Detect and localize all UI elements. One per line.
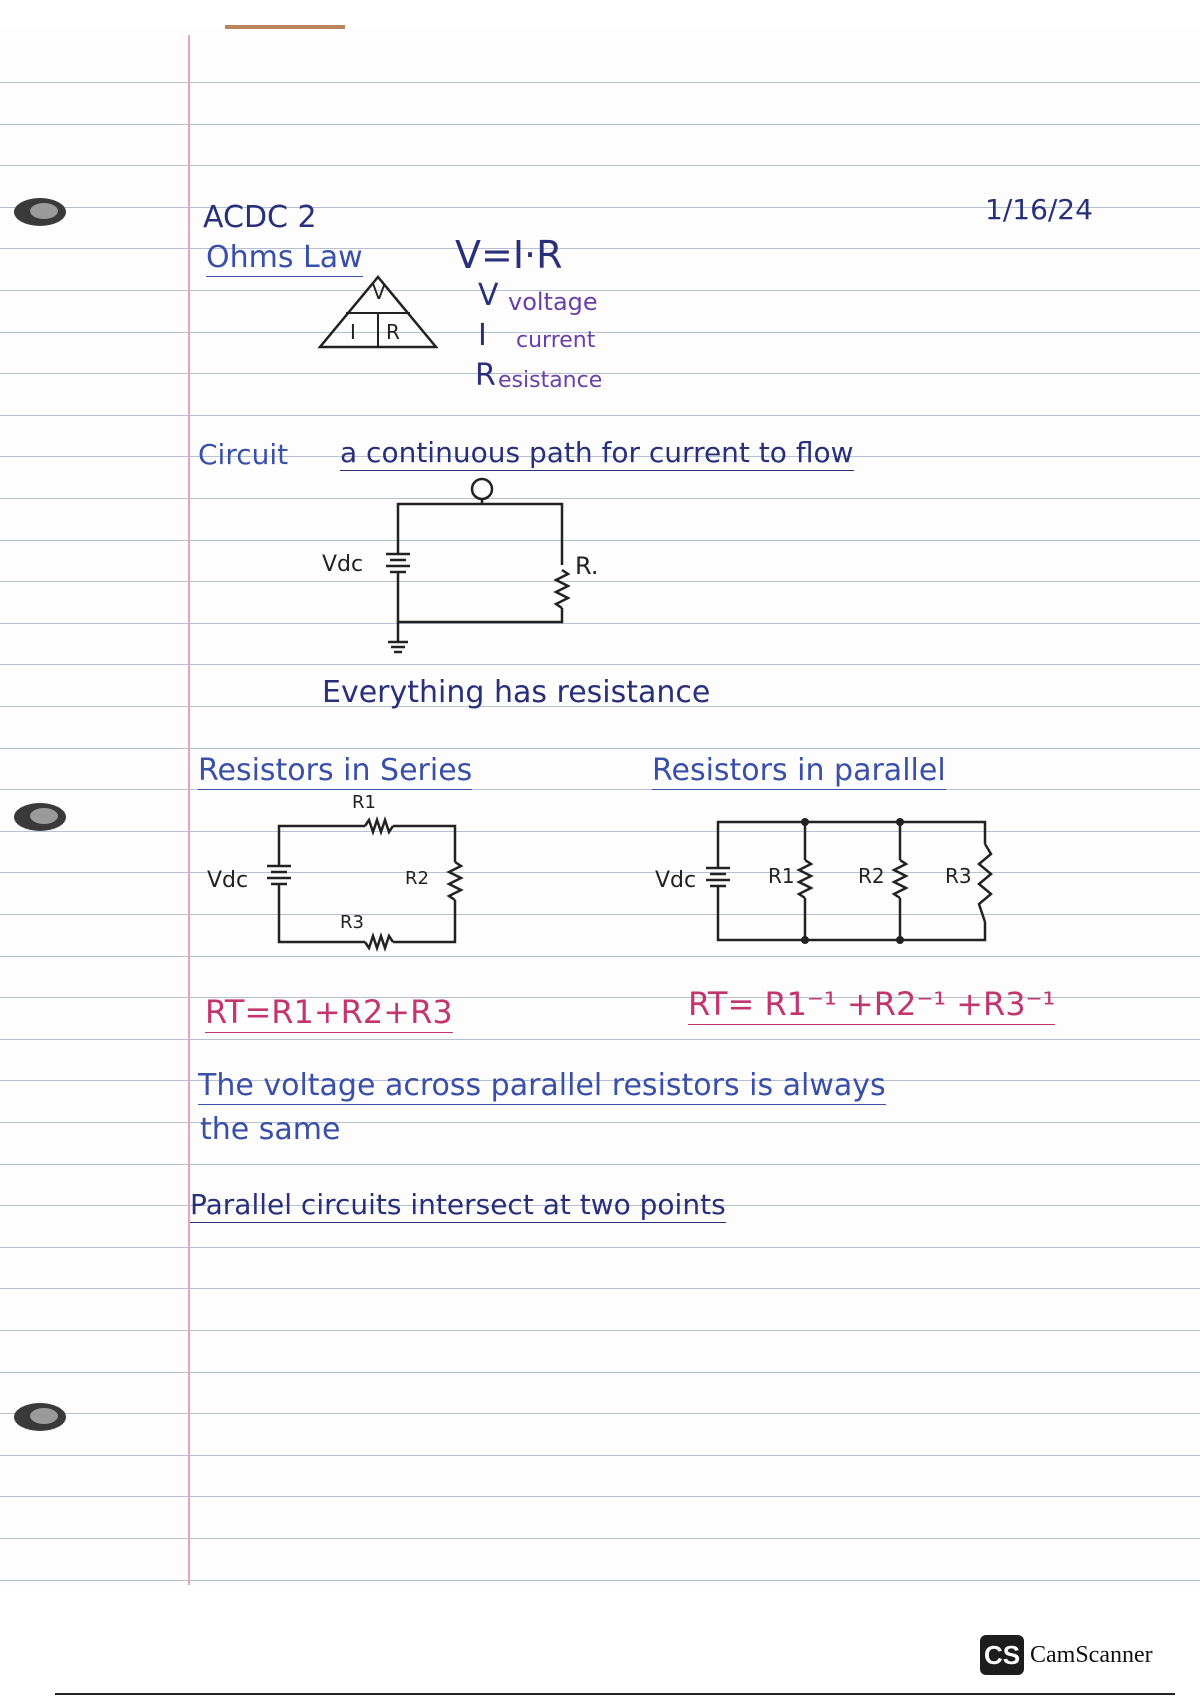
ruled-line bbox=[0, 1496, 1200, 1497]
ruled-line bbox=[0, 789, 1200, 790]
ruled-line bbox=[0, 1039, 1200, 1040]
ruled-line bbox=[0, 290, 1200, 291]
page-date: 1/16/24 bbox=[985, 193, 1093, 226]
ruled-line bbox=[0, 1455, 1200, 1456]
series-formula: RT=R1+R2+R3 bbox=[205, 993, 453, 1031]
series-circuit-diagram bbox=[255, 790, 485, 950]
series-source-label: Vdc bbox=[207, 868, 249, 893]
ruled-line bbox=[0, 1288, 1200, 1289]
series-r2-label: R2 bbox=[405, 868, 429, 889]
circuit-term: Circuit bbox=[198, 438, 289, 471]
ruled-line bbox=[0, 1413, 1200, 1414]
camscanner-watermark bbox=[980, 1635, 1153, 1675]
triangle-v: V bbox=[372, 280, 386, 304]
ruled-line bbox=[0, 1372, 1200, 1373]
ruled-line bbox=[0, 332, 1200, 333]
legend-r-text: esistance bbox=[498, 368, 603, 393]
ruled-line bbox=[0, 1330, 1200, 1331]
series-r1-label: R1 bbox=[352, 792, 376, 813]
resistance-note: Everything has resistance bbox=[322, 675, 711, 710]
bottom-rule bbox=[55, 1693, 1175, 1695]
ruled-line bbox=[0, 1164, 1200, 1165]
parallel-r1-label: R1 bbox=[768, 864, 795, 888]
ruled-line bbox=[0, 956, 1200, 957]
series-heading: Resistors in Series bbox=[198, 753, 473, 788]
parallel-heading: Resistors in parallel bbox=[652, 753, 946, 788]
ruled-line bbox=[0, 914, 1200, 915]
note-voltage-line2: the same bbox=[200, 1112, 341, 1147]
ruled-line bbox=[0, 1122, 1200, 1123]
legend-v-text: voltage bbox=[508, 288, 598, 316]
margin-line bbox=[188, 35, 190, 1585]
parallel-r2-label: R2 bbox=[858, 864, 885, 888]
ruled-line bbox=[0, 1247, 1200, 1248]
ruled-line bbox=[0, 415, 1200, 416]
note-intersect: Parallel circuits intersect at two points bbox=[190, 1188, 726, 1221]
legend-i-text: current bbox=[516, 328, 596, 353]
simple-circuit-resistor-label: R. bbox=[575, 552, 599, 580]
triangle-i: I bbox=[350, 320, 356, 344]
simple-circuit-source-label: Vdc bbox=[322, 552, 364, 577]
page-top-edge bbox=[225, 25, 345, 29]
ruled-line bbox=[0, 831, 1200, 832]
ruled-line bbox=[0, 248, 1200, 249]
binder-ring-icon bbox=[0, 195, 70, 229]
notebook-page bbox=[0, 25, 1200, 1585]
ohms-law-heading: Ohms Law bbox=[206, 240, 363, 275]
legend-v-symbol: V bbox=[478, 278, 499, 313]
ruled-line bbox=[0, 872, 1200, 873]
page-title: ACDC 2 bbox=[203, 200, 317, 235]
camscanner-text: CamScanner bbox=[1030, 1641, 1153, 1668]
series-r3-label: R3 bbox=[340, 912, 364, 933]
circuit-definition: a continuous path for current to flow bbox=[340, 436, 854, 469]
parallel-r3-label: R3 bbox=[945, 864, 972, 888]
note-voltage-line1: The voltage across parallel resistors is always bbox=[198, 1068, 886, 1103]
triangle-r: R bbox=[386, 320, 400, 344]
binder-ring-icon bbox=[0, 1400, 70, 1434]
ruled-line bbox=[0, 165, 1200, 166]
legend-i-symbol: I bbox=[478, 318, 487, 353]
ruled-line bbox=[0, 1538, 1200, 1539]
ruled-line bbox=[0, 748, 1200, 749]
ruled-line bbox=[0, 124, 1200, 125]
camscanner-logo-icon: CS bbox=[980, 1635, 1024, 1675]
legend-r-symbol: R bbox=[475, 358, 496, 393]
parallel-formula: RT= R1⁻¹ +R2⁻¹ +R3⁻¹ bbox=[688, 985, 1056, 1023]
ruled-line bbox=[0, 1580, 1200, 1581]
ohms-law-formula: V=I·R bbox=[455, 233, 563, 277]
ruled-line bbox=[0, 82, 1200, 83]
binder-ring-icon bbox=[0, 800, 70, 834]
parallel-source-label: Vdc bbox=[655, 868, 697, 893]
